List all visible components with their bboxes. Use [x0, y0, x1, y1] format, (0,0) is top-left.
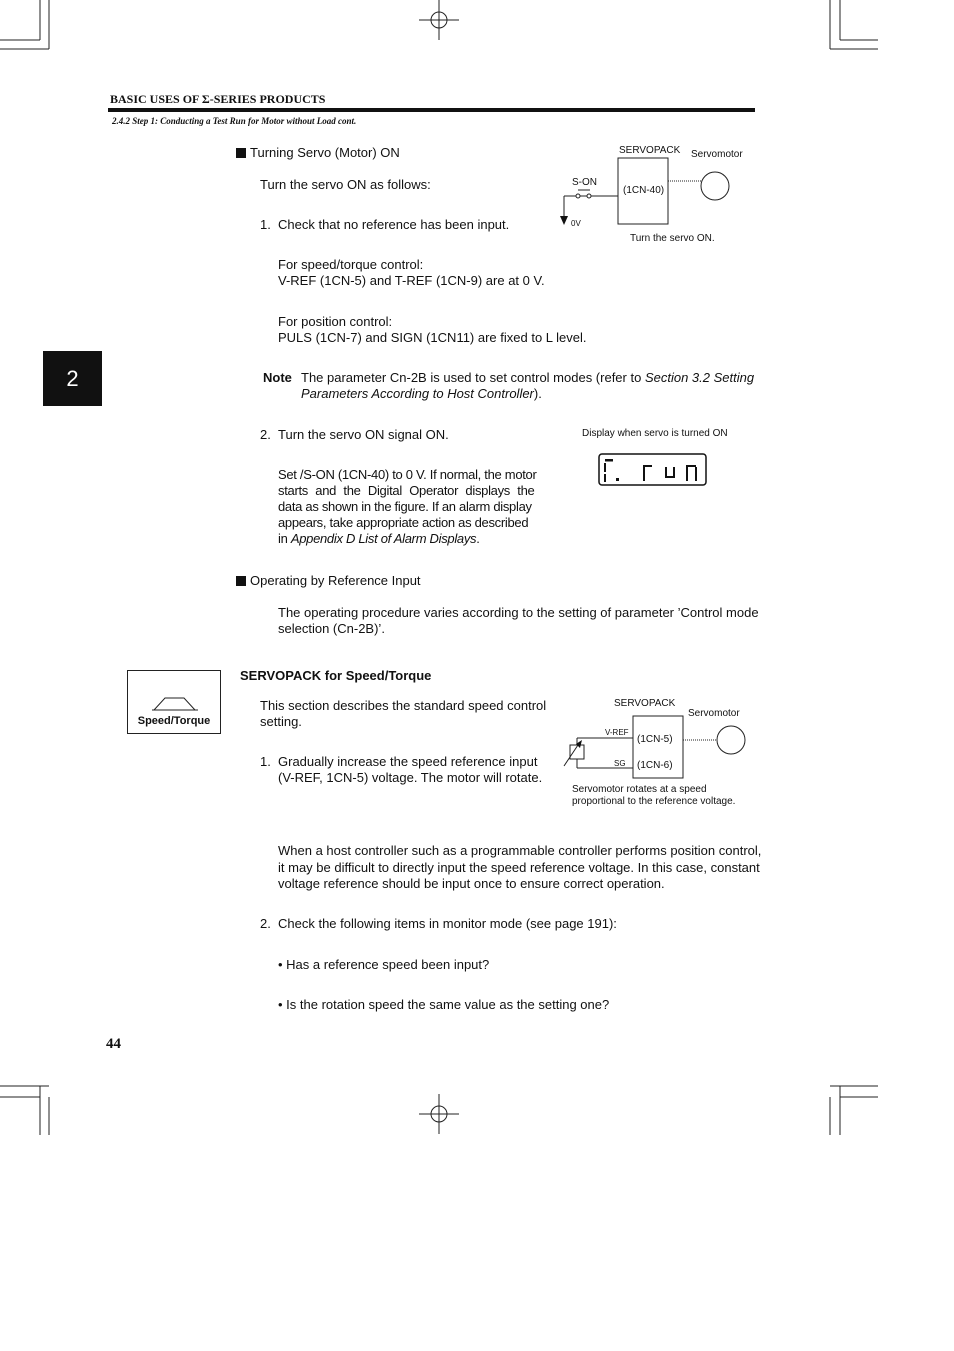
diagram1-caption: Turn the servo ON.: [630, 233, 715, 244]
note-label: Note: [263, 370, 292, 385]
note-ref-italic-2: Parameters According to Host Controller: [301, 386, 534, 401]
diagram2-vref-label: V-REF: [605, 728, 629, 737]
diagram2-caption-2: proportional to the reference voltage.: [572, 796, 736, 807]
host-line-3: voltage reference should be input once to ensure correct operation.: [278, 876, 665, 891]
section-title: BASIC USES OF Σ-SERIES PRODUCTS: [110, 92, 326, 106]
speed-torque-label: For speed/torque control:: [278, 257, 424, 272]
diagram2-motor-circle: [717, 726, 745, 754]
intro-text: Turn the servo ON as follows:: [260, 177, 431, 192]
note-text-part: The parameter Cn-2B is used to set control modes (refer to: [301, 370, 645, 385]
breadcrumb: 2.4.2 Step 1: Conducting a Test Run for Motor without Load cont.: [112, 116, 357, 126]
note-text-end: ).: [533, 386, 542, 401]
speed-torque-value: V-REF (1CN-5) and T-REF (1CN-9) are at 0 V.: [278, 273, 545, 288]
position-label: For position control:: [278, 314, 393, 329]
speed-step1-number: 1.: [260, 754, 271, 769]
desc-pre: in: [278, 531, 291, 546]
desc-line: Set /S-ON (1CN-40) to 0 V. If normal, the motor: [278, 467, 537, 482]
speed-intro-1: This section describes the standard speed control: [260, 698, 547, 713]
diagram1-0v-label: 0V: [571, 219, 581, 228]
desc-post: .: [476, 531, 480, 546]
diagram2-servopack-box: [633, 716, 683, 778]
check-item-1: • Has a reference speed been input?: [278, 957, 490, 972]
desc-line: data as shown in the figure. If an alarm display: [278, 499, 532, 514]
heading-text: Turning Servo (Motor) ON: [250, 145, 400, 160]
step2-number: 2.: [260, 427, 271, 442]
desc-italic: Appendix D List of Alarm Displays: [290, 531, 477, 546]
diagram2-pin1-label: (1CN-5): [637, 734, 673, 745]
reference-text-1: The operating procedure varies according to the setting of parameter ’Control mode: [278, 605, 759, 620]
speed-step1-line1: Gradually increase the speed reference input: [278, 754, 538, 769]
heading-text: Operating by Reference Input: [250, 573, 421, 588]
speed-intro-2: setting.: [260, 714, 302, 729]
speed-step2-number: 2.: [260, 916, 271, 931]
diagram1-servomotor-label: Servomotor: [691, 149, 743, 160]
diagram1-servopack-label: SERVOPACK: [619, 145, 681, 156]
step2-text: Turn the servo ON signal ON.: [278, 427, 449, 442]
check-item-2: • Is the rotation speed the same value as the setting one?: [278, 997, 610, 1012]
speed-section-heading: SERVOPACK for Speed/Torque: [240, 668, 432, 683]
desc-line: appears, take appropriate action as described: [278, 515, 529, 530]
speed-step1-line2: (V-REF, 1CN-5) voltage. The motor will rotate.: [278, 770, 543, 785]
page-number: 44: [106, 1036, 121, 1052]
speed-torque-label: Speed/Torque: [137, 715, 211, 727]
diagram2-servopack-label: SERVOPACK: [614, 698, 676, 709]
diagram2-pin2-label: (1CN-6): [637, 760, 673, 771]
chapter-number: 2: [66, 366, 79, 391]
step1-number: 1.: [260, 217, 271, 232]
position-value: PULS (1CN-7) and SIGN (1CN11) are fixed to L level.: [278, 330, 587, 345]
diagram1-son-label: S-ON: [572, 177, 597, 188]
speed-step2-text: Check the following items in monitor mode (see page 191):: [278, 916, 617, 931]
note-ref-italic: Section 3.2 Setting: [644, 370, 755, 385]
diagram2-caption-1: Servomotor rotates at a speed: [572, 784, 707, 795]
display-caption: Display when servo is turned ON: [582, 428, 728, 439]
diagram2-servomotor-label: Servomotor: [688, 708, 740, 719]
reference-text-2: selection (Cn-2B)’.: [278, 621, 385, 636]
host-line-2: it may be difficult to directly input the speed reference voltage. In this case, constant: [278, 860, 760, 875]
diagram1-pin-label: (1CN-40): [623, 185, 665, 196]
desc-line: starts and the Digital Operator displays the: [278, 483, 535, 498]
step1-text: Check that no reference has been input.: [278, 217, 510, 232]
diagram2-sg-label: SG: [614, 759, 626, 768]
host-line-1: When a host controller such as a programmable controller performs position control,: [278, 843, 762, 858]
